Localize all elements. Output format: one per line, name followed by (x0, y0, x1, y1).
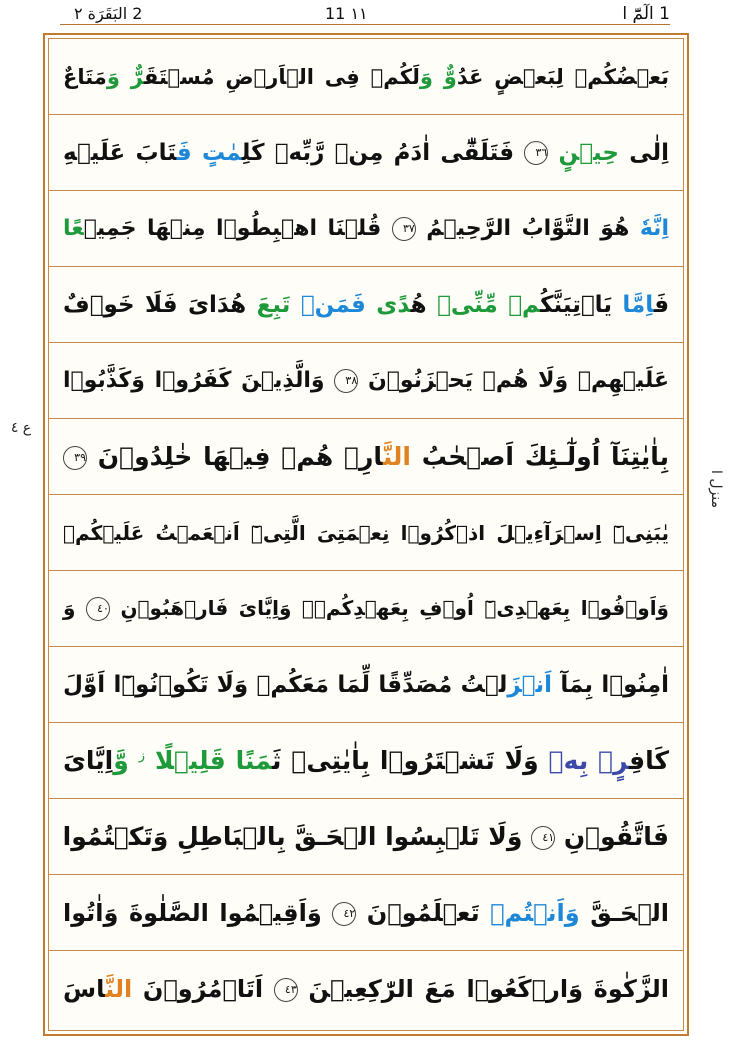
verse-line (49, 951, 683, 1027)
verse-text (63, 140, 669, 166)
word-run: اِيَّاىَ (63, 746, 114, 775)
word-run: لَكُمۡ فِى الۡاَرۡضِ مُسۡتَقَ (143, 64, 420, 89)
tajweed-colored-word: وَاَنۡتُمۡ (490, 898, 580, 927)
word-run: وَاَقِيۡمُوا الصَّلٰوةَ وَاٰتُوا (63, 898, 333, 927)
word-run (548, 140, 558, 166)
word-run: الزَّكٰوةَ وَارۡكَعُوۡا مَعَ الرّٰكِعِيۡنَ (297, 975, 669, 1003)
tajweed-colored-word: وَ (419, 64, 433, 89)
tajweed-colored-word: اِمَّا (622, 291, 654, 318)
tajweed-colored-word: وَ (106, 64, 120, 89)
verse-line (49, 799, 683, 875)
word-run: هُ (410, 291, 438, 318)
word-run: بَعۡضُكُمۡ لِبَعۡضٍ عَدُ (456, 64, 669, 89)
tajweed-colored-word: دًى (376, 291, 411, 318)
tajweed-colored-word: حِيۡنٍ (558, 139, 619, 166)
word-run: ارِ‌ۚ هُمۡ فِيۡهَا خٰلِدُوۡنَ (87, 442, 383, 471)
word-run: كَافِ (628, 746, 669, 775)
verse-line (49, 875, 683, 951)
verse-text (63, 65, 669, 89)
manzil-label: منزل ا (708, 470, 724, 508)
tajweed-colored-word: النَّ (105, 975, 133, 1003)
ayah-number-marker: ٤١ (531, 826, 555, 850)
word-run (120, 65, 131, 89)
word-run: وَاَوۡفُوۡا بِعَهۡدِىۡٓ اُوۡفِ بِعَهۡدِكُمۡ‌ۚ وَاِيَّاىَ فَارۡهَبُوۡنِ (109, 595, 669, 620)
verse-line (49, 571, 683, 647)
tajweed-colored-word: اَنۡزَ (507, 671, 553, 698)
verse-text (63, 521, 669, 545)
page-number: 11 ١١ (325, 4, 368, 23)
verse-line (49, 647, 683, 723)
verse-line (49, 495, 683, 571)
tajweed-colored-word: قَلِيۡلًا (154, 746, 226, 775)
tajweed-colored-word: رٌّ (130, 64, 144, 89)
tajweed-colored-word: وَّ (113, 746, 129, 775)
tajweed-colored-word: وٌّ (443, 64, 457, 89)
header-rule (60, 24, 670, 25)
text-lines (48, 38, 684, 1031)
word-run (192, 140, 202, 166)
verse-text (63, 672, 669, 698)
word-run (226, 746, 236, 775)
verse-line (49, 419, 683, 495)
tajweed-colored-word: فَمَنۡ (300, 291, 366, 318)
pause-sign: ز (138, 748, 146, 764)
tajweed-colored-word: تَبِعَ (256, 291, 291, 318)
tajweed-colored-word: مۡ (508, 291, 541, 318)
verse-text (63, 292, 669, 318)
verse-line (49, 115, 683, 191)
ayah-number-marker: ٤٢ (332, 902, 356, 926)
verse-text (63, 746, 669, 775)
tajweed-colored-word: مَنًا (235, 746, 273, 775)
word-run: قُلۡنَا اهۡبِطُوۡا مِنۡهَا جَمِيۡ (83, 216, 392, 241)
verse-line (49, 343, 683, 419)
word-run (498, 292, 508, 318)
verse-text (63, 899, 669, 927)
word-run: وَ (63, 595, 86, 620)
word-run (433, 65, 444, 89)
word-run: يٰبَنِىۡٓ اِسۡرَآءِيۡلَ اذۡكُرُوۡا نِعۡمَتِىَ الَّتِىۡٓ اَنۡعَمۡتُ عَلَيۡكُمۡ (63, 520, 669, 545)
word-run: وَلَا تَشۡتَرُوۡا بِاٰيٰتِىۡ ثَ (272, 746, 549, 775)
verse-text (63, 442, 669, 471)
word-run (366, 292, 376, 318)
word-run: وَالَّذِيۡنَ كَفَرُوۡا وَكَذَّبُوۡا (63, 368, 335, 393)
word-run: هُوَ التَّوَّابُ الرَّحِيۡمُ (415, 216, 640, 241)
word-run: تَعۡلَمُوۡنَ (356, 898, 491, 927)
verse-line (49, 267, 683, 343)
ayah-number-marker: ٣٧ (392, 217, 416, 241)
verse-text (63, 596, 669, 622)
tajweed-colored-word: مٰتٍ (201, 139, 242, 166)
page-header (60, 2, 670, 28)
word-run: فَاتَّقُوۡنِ (555, 822, 669, 851)
word-run: الۡحَـقَّ (579, 898, 669, 927)
tajweed-colored-word: مِّنِّىۡ (437, 291, 498, 318)
word-run (290, 292, 300, 318)
verse-line (49, 39, 683, 115)
ayah-number-marker: ٤٣ (274, 978, 298, 1002)
word-run: يَاۡتِيَنَّكُ (540, 291, 623, 318)
word-run: مَتَاعٌ (63, 64, 107, 89)
tajweed-colored-word: فَ (176, 139, 192, 166)
tajweed-colored-word: النَّ (382, 442, 411, 471)
manzil-marker (694, 470, 724, 590)
word-run: تَابَ عَلَيۡهِ (63, 139, 177, 166)
word-run: اسَ (63, 975, 106, 1003)
word-run: عَلَيۡهِمۡ وَلَا هُمۡ يَحۡزَنُوۡنَ (358, 368, 670, 393)
verse-text (63, 216, 669, 241)
verse-text (63, 975, 669, 1003)
ayah-number-marker: ٣٦ (524, 141, 548, 165)
verse-line (49, 191, 683, 267)
word-run (129, 746, 139, 775)
surah-label: 2 البَقَرَة ٢ (74, 4, 143, 23)
word-run (145, 746, 155, 775)
tajweed-colored-word: عًا (63, 216, 84, 241)
tajweed-colored-word: اِنَّهٗ (639, 216, 669, 241)
tajweed-colored-word: رٍۢ بِهٖ (548, 746, 629, 775)
ayah-number-marker: ٤٠ (86, 597, 110, 621)
word-run: فَتَلَقّٰٓى اٰدَمُ مِنۡ رَّبِّهٖ كَلِ (241, 139, 525, 166)
word-run: بِاٰيٰتِنَآ اُولٰٓـئِكَ اَصۡحٰبُ (410, 442, 669, 471)
verse-text (63, 368, 669, 393)
verse-text (63, 822, 669, 851)
ayah-number-marker: ٣٨ (334, 369, 358, 393)
ayah-number-marker: ٣٩ (63, 446, 87, 470)
word-run: وَلَا تَلۡبِسُوا الۡحَـقَّ بِالۡبَاطِلِ وَتَكۡتُمُوا (62, 822, 532, 851)
word-run: اَتَاۡمُرُوۡنَ (132, 975, 274, 1003)
word-run: اِلٰى (618, 139, 670, 166)
word-run: اٰمِنُوۡا بِمَآ (552, 671, 670, 698)
text-frame (43, 33, 689, 1036)
word-run: هُدَاىَ فَلَا خَوۡفٌ (63, 291, 257, 318)
ruku-marker: ع ٤ (10, 420, 32, 436)
word-run: فَ (653, 291, 669, 318)
word-run: لۡتُ مُصَدِّقًا لِّمَا مَعَكُمۡ وَلَا تَكُوۡنُوۡٓا اَوَّلَ (63, 671, 508, 698)
verse-line (49, 723, 683, 799)
juz-label: 1 الٓمّٓ ا (622, 4, 670, 24)
